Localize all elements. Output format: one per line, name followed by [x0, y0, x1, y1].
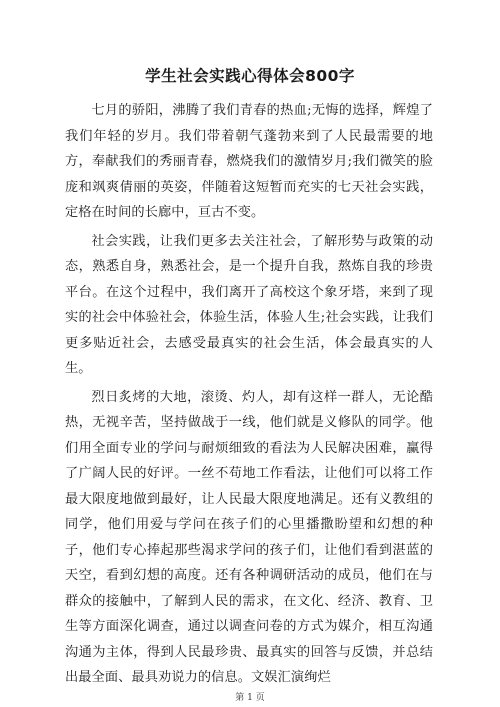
paragraph: 社会实践，让我们更多去关注社会，了解形势与政策的动态，熟悉自身，熟悉社会，是一个提升自我，熬炼自我的珍贵平台。在这个过程中，我们离开了高校这个象牙塔，来到了现实的社会中体验社会，体验生活，体验人生;社会实践，让我们更多贴近社会，去感受最真实的社会生活，体会最真实的人生。 — [65, 233, 433, 376]
document-title: 学生社会实践心得体会800字 — [145, 67, 355, 85]
document-body — [65, 98, 433, 694]
paragraph: 七月的骄阳，沸腾了我们青春的热血;无悔的选择，辉煌了我们年轻的岁月。我们带着朝气蓬勃来到了人民最需要的地方，奉献我们的秀丽青春，燃烧我们的激情岁月;我们微笑的脸庞和飒爽倩丽的英姿，伴随着这短暂而充实的七天社会实践，定格在时间的长廊中，亘古不变。 — [65, 103, 433, 220]
paragraph: 烈日炙烤的大地，滚烫、灼人，却有这样一群人，无论酷热，无视辛苦，坚持做战于一线，他们就是义修队的同学。他们用全面专业的学问与耐烦细致的看法为人民解决困难，赢得了广阔人民的好评。一丝不苟地工作看法，让他们可以将工作最大限度地做到最好，让人民最大限度地满足。还有义教组的同学，他们用爱与学问在孩子们的心里播撒盼望和幻想的种子，他们专心捧起那些渴求学问的孩子们，让他们看到湛蓝的天空，看到幻想的高度。还有各种调研活动的成员，他们在与群众的接触中，了解到人民的需求，在文化、经济、教育、卫生等方面深化调查，通过以调查问卷的方式为媒介，相互沟通沟通为主体，得到人民最珍贵、最真实的回答与反馈，并总结出最全面、最具劝说力的信息。文娱汇演绚烂 — [65, 389, 433, 685]
page-number: 第 1 页 — [235, 693, 265, 703]
